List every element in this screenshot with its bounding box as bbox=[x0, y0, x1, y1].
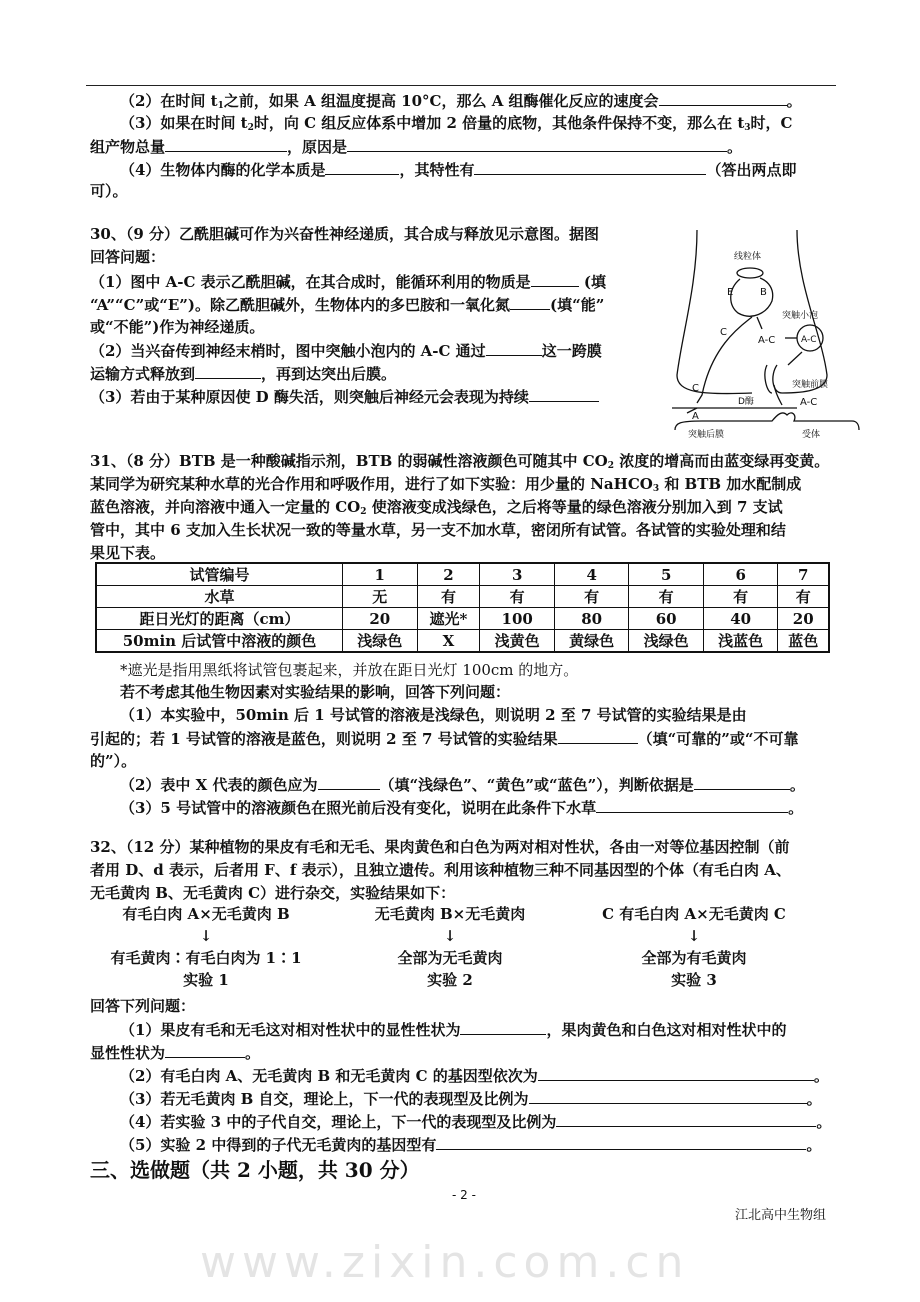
text: ，其特性有 bbox=[399, 161, 475, 179]
mitochondrion-shape bbox=[737, 268, 763, 278]
cross-experiment-3 bbox=[576, 903, 812, 991]
q30-part1-cont bbox=[90, 294, 604, 314]
table-cell: X bbox=[417, 630, 480, 653]
table-cell: 7 bbox=[778, 563, 829, 586]
q30-part2 bbox=[90, 340, 602, 360]
q32-part3 bbox=[120, 1088, 822, 1108]
q31-stem-3 bbox=[90, 497, 783, 517]
q32-stem-1: 32、（12 分）某种植物的果皮有毛和无毛、果肉黄色和白色为两对相对性状，各由一对等位基因控制（前 bbox=[90, 838, 790, 856]
subscript: 1 bbox=[217, 101, 224, 111]
q29-part3 bbox=[120, 113, 793, 133]
text: （2）在时间 t bbox=[120, 92, 218, 110]
cross-offspring: 全部为无毛黄肉 bbox=[397, 949, 503, 967]
page-number: - 2 - bbox=[452, 1188, 476, 1202]
vesicle-arrow bbox=[788, 352, 802, 365]
synapse-diagram bbox=[672, 225, 862, 440]
q30-part1-cont2: 或“不能”)作为神经递质。 bbox=[90, 318, 265, 336]
text: 。 bbox=[816, 1113, 832, 1131]
table-cell: 距日光灯的距离（cm） bbox=[96, 608, 343, 630]
q32-part2 bbox=[120, 1065, 829, 1085]
answer-blank[interactable] bbox=[529, 1088, 807, 1104]
table-cell: 4 bbox=[554, 563, 629, 586]
q31-stem-2 bbox=[90, 474, 801, 494]
answer-blank[interactable] bbox=[165, 1042, 245, 1058]
label-ac-vesicle: A-C bbox=[801, 335, 817, 345]
answer-blank[interactable] bbox=[460, 1019, 546, 1035]
q31-stem-1 bbox=[90, 451, 829, 471]
down-arrow-icon: ↓ bbox=[443, 927, 457, 945]
text: 引起的；若 1 号试管的溶液是蓝色，则说明 2 至 7 号试管的实验结果 bbox=[90, 730, 558, 748]
text: 显性性状为 bbox=[90, 1044, 166, 1062]
text: （填“可靠的”或“不可靠 bbox=[637, 730, 799, 748]
cross-label: 实验 2 bbox=[427, 971, 473, 989]
label-vesicle: 突触小泡 bbox=[782, 311, 819, 321]
answer-blank[interactable] bbox=[195, 363, 261, 379]
section-heading: 三、选做题（共 2 小题，共 30 分） bbox=[90, 1158, 420, 1182]
q29-part4 bbox=[120, 159, 796, 179]
text: ，再到达突出后膜。 bbox=[261, 365, 397, 383]
answer-blank[interactable] bbox=[165, 136, 287, 152]
subscript: 3 bbox=[744, 123, 751, 133]
text: 。 bbox=[806, 1090, 822, 1108]
label-a: A bbox=[692, 411, 699, 422]
table-footnote: *遮光是指用黑纸将试管包裹起来，并放在距日光灯 100cm 的地方。 bbox=[120, 661, 579, 679]
answer-blank[interactable] bbox=[510, 294, 550, 310]
table-cell: 100 bbox=[480, 608, 555, 630]
cross-label: 实验 1 bbox=[183, 971, 229, 989]
text: （1）图中 A-C 表示乙酰胆碱，在其合成时，能循环利用的物质是 bbox=[90, 273, 531, 291]
answer-blank[interactable] bbox=[659, 90, 787, 106]
text: （答出两点即 bbox=[706, 161, 797, 179]
table-row bbox=[96, 608, 829, 630]
table-cell: 1 bbox=[343, 563, 418, 586]
table-row bbox=[96, 563, 829, 586]
answer-blank[interactable] bbox=[558, 728, 638, 744]
q30-stem: 30、（9 分）乙酰胆碱可作为兴奋性神经递质，其合成与释放见示意图。据图 bbox=[90, 225, 600, 243]
header-rule bbox=[86, 85, 836, 86]
down-arrow-icon: ↓ bbox=[199, 927, 213, 945]
text: 这一跨膜 bbox=[541, 342, 602, 360]
table-cell: 黄绿色 bbox=[554, 630, 629, 653]
table-cell: 有 bbox=[417, 586, 480, 608]
answer-blank[interactable] bbox=[474, 159, 706, 175]
label-mitochondrion: 线粒体 bbox=[734, 252, 762, 262]
table-cell: 无 bbox=[343, 586, 418, 608]
table-cell: 浅黄色 bbox=[480, 630, 555, 653]
table-cell: 6 bbox=[703, 563, 778, 586]
down-arrow-icon: ↓ bbox=[687, 927, 701, 945]
table-cell: 浅绿色 bbox=[343, 630, 418, 653]
text: （1）果皮有毛和无毛这对相对性状中的显性性状为 bbox=[120, 1021, 461, 1039]
answer-blank[interactable] bbox=[538, 1065, 814, 1081]
table-cell: 20 bbox=[778, 608, 829, 630]
label-presynaptic-membrane: 突触前膜 bbox=[792, 380, 829, 390]
answer-blank[interactable] bbox=[531, 271, 579, 287]
q32-part5 bbox=[120, 1134, 821, 1154]
table-cell: 试管编号 bbox=[96, 563, 343, 586]
text: 运输方式释放到 bbox=[90, 365, 196, 383]
cross-experiment-2 bbox=[332, 903, 568, 991]
text: 31、（8 分）BTB 是一种酸碱指示剂，BTB 的弱碱性溶液颜色可随其中 CO bbox=[90, 452, 608, 470]
table-row bbox=[96, 630, 829, 653]
q32-part1-cont bbox=[90, 1042, 260, 1062]
q32-intro: 回答下列问题： bbox=[90, 997, 196, 1015]
cross-parents: C 有毛白肉 A×无毛黄肉 C bbox=[602, 905, 786, 923]
text: 某同学为研究某种水草的光合作用和呼吸作用，进行了如下实验：用少量的 NaHCO bbox=[90, 475, 653, 493]
q32-stem-3: 无毛黄肉 B、无毛黄肉 C）进行杂交，实验结果如下： bbox=[90, 884, 456, 902]
label-d-enzyme: D酶 bbox=[738, 397, 754, 407]
text: （3）如果在时间 t bbox=[120, 114, 248, 132]
q30-part2-cont bbox=[90, 363, 396, 383]
text: 。 bbox=[806, 1136, 822, 1154]
text: 。 bbox=[788, 799, 804, 817]
footer-text: 江北高中生物组 bbox=[735, 1208, 827, 1223]
q31-part1-cont bbox=[90, 728, 799, 748]
subscript: 2 bbox=[247, 123, 254, 133]
text: 和 BTB 加水配制成 bbox=[659, 475, 802, 493]
q29-part3-cont bbox=[90, 136, 742, 156]
cross-experiment-1 bbox=[88, 903, 324, 991]
text: 时，C bbox=[750, 114, 793, 132]
q30-part1 bbox=[90, 271, 606, 291]
table-cell: 有 bbox=[480, 586, 555, 608]
text: 组产物总量 bbox=[90, 138, 166, 156]
answer-blank[interactable] bbox=[694, 774, 790, 790]
text: （3）5 号试管中的溶液颜色在照光前后没有变化，说明在此条件下水草 bbox=[120, 799, 597, 817]
text: （2）表中 X 代表的颜色应为 bbox=[120, 776, 318, 794]
text: 。 bbox=[789, 776, 805, 794]
text: 。 bbox=[813, 1067, 829, 1085]
q30-stem-cont: 回答问题： bbox=[90, 248, 166, 266]
text: （填“浅绿色”、“黄色”或“蓝色”），判断依据是 bbox=[379, 776, 694, 794]
table-cell: 蓝色 bbox=[778, 630, 829, 653]
answer-blank[interactable] bbox=[486, 340, 542, 356]
text: （3）若无毛黄肉 B 自交，理论上，下一代的表现型及比例为 bbox=[120, 1090, 529, 1108]
subscript: 2 bbox=[607, 461, 615, 471]
postsynaptic-membrane-shape bbox=[675, 413, 859, 430]
table-row bbox=[96, 586, 829, 608]
table-cell: 有 bbox=[554, 586, 629, 608]
text: (填 bbox=[578, 273, 607, 291]
text: ，果肉黄色和白色这对相对性状中的 bbox=[546, 1021, 787, 1039]
text: “A”“C”或“E”)。除乙酰胆碱外，生物体内的多巴胺和一氧化氮 bbox=[90, 296, 511, 314]
q31-stem-5: 果见下表。 bbox=[90, 544, 166, 562]
text: ，原因是 bbox=[287, 138, 348, 156]
table-cell: 有 bbox=[629, 586, 704, 608]
table-cell: 60 bbox=[629, 608, 704, 630]
text: 蓝色溶液，并向溶液中通入一定量的 CO bbox=[90, 498, 361, 516]
text: (填“能” bbox=[550, 296, 605, 314]
label-c2: C bbox=[692, 383, 699, 394]
q31-part2 bbox=[120, 774, 805, 794]
text: 浓度的增高而由蓝变绿再变黄。 bbox=[614, 452, 830, 470]
cross-offspring: 有毛黄肉∶有毛白肉为 1∶1 bbox=[110, 949, 302, 967]
synthesis-arrow bbox=[757, 317, 762, 329]
q31-intro: 若不考虑其他生物因素对实验结果的影响，回答下列问题： bbox=[120, 683, 511, 701]
release-site bbox=[765, 365, 772, 393]
text: （2）当兴奋传到神经末梢时，图中突触小泡内的 A-C 通过 bbox=[90, 342, 486, 360]
text: （4）若实验 3 中的子代自交，理论上，下一代的表现型及比例为 bbox=[120, 1113, 557, 1131]
answer-blank[interactable] bbox=[596, 797, 788, 813]
table-cell: 20 bbox=[343, 608, 418, 630]
table-cell: 浅绿色 bbox=[629, 630, 704, 653]
q31-part1-cont2: 的”）。 bbox=[90, 752, 137, 770]
label-ac: A-C bbox=[758, 335, 776, 346]
q29-part2 bbox=[120, 90, 802, 110]
q32-part1 bbox=[120, 1019, 786, 1039]
text: （3）若由于某种原因使 D 酶失活，则突触后神经元会表现为持续 bbox=[90, 388, 529, 406]
q32-stem-2: 者用 D、d 表示，后者用 F、f 表示），且独立遗传。利用该种植物三种不同基因型的个体（有毛白肉 A、 bbox=[90, 861, 791, 879]
answer-blank[interactable] bbox=[318, 774, 380, 790]
cross-offspring: 全部为有毛黄肉 bbox=[641, 949, 747, 967]
table-cell: 水草 bbox=[96, 586, 343, 608]
text: 。 bbox=[786, 92, 802, 110]
table-cell: 80 bbox=[554, 608, 629, 630]
text: 。 bbox=[245, 1044, 261, 1062]
table-cell: 5 bbox=[629, 563, 704, 586]
table-cell: 3 bbox=[480, 563, 555, 586]
subscript: 2 bbox=[360, 507, 367, 517]
answer-blank[interactable] bbox=[529, 386, 599, 402]
table-cell: 浅蓝色 bbox=[703, 630, 778, 653]
q31-stem-4: 管中，其中 6 支加入生长状况一致的等量水草，另一支不加水草，密闭所有试管。各试管的实验处理和结 bbox=[90, 521, 786, 539]
q32-part4 bbox=[120, 1111, 831, 1131]
answer-blank[interactable] bbox=[347, 136, 727, 152]
text: 使溶液变成浅绿色，之后将等量的绿色溶液分别加入到 7 支试 bbox=[366, 498, 783, 516]
text: 时，向 C 组反应体系中增加 2 倍量的底物，其他条件保持不变，那么在 t bbox=[253, 114, 745, 132]
table-cell: 有 bbox=[703, 586, 778, 608]
text: （2）有毛白肉 A、无毛黄肉 B 和无毛黄肉 C 的基因型依次为 bbox=[120, 1067, 538, 1085]
answer-blank[interactable] bbox=[325, 159, 399, 175]
q31-part1: （1）本实验中，50min 后 1 号试管的溶液是浅绿色，则说明 2 至 7 号试管的实验结果是由 bbox=[120, 706, 747, 724]
label-ac-cleft: A-C bbox=[800, 397, 818, 408]
text: （4）生物体内酶的化学本质是 bbox=[120, 161, 326, 179]
q31-part3 bbox=[120, 797, 803, 817]
label-postsynaptic-membrane: 突触后膜 bbox=[688, 430, 725, 440]
label-receptor: 受体 bbox=[802, 430, 821, 440]
text: （5）实验 2 中得到的子代无毛黄肉的基因型有 bbox=[120, 1136, 437, 1154]
experiment-table bbox=[95, 562, 830, 653]
table-cell: 2 bbox=[417, 563, 480, 586]
label-b: B bbox=[760, 287, 767, 298]
q30-part3 bbox=[90, 386, 599, 406]
cross-parents: 有毛白肉 A×无毛黄肉 B bbox=[122, 905, 290, 923]
answer-blank[interactable] bbox=[556, 1111, 816, 1127]
label-c: C bbox=[720, 327, 727, 338]
table-cell: 50min 后试管中溶液的颜色 bbox=[96, 630, 343, 653]
table-cell: 有 bbox=[778, 586, 829, 608]
cross-label: 实验 3 bbox=[671, 971, 717, 989]
subscript: 3 bbox=[652, 484, 660, 494]
text: 。 bbox=[727, 138, 743, 156]
answer-blank[interactable] bbox=[436, 1134, 806, 1150]
table-cell: 40 bbox=[703, 608, 778, 630]
q29-part4-cont: 可）。 bbox=[90, 182, 128, 200]
release-arrow bbox=[774, 385, 782, 405]
text: 之前，如果 A 组温度提高 10°C，那么 A 组酶催化反应的速度会 bbox=[223, 92, 659, 110]
label-e: E bbox=[727, 287, 734, 298]
watermark: www.zixin.com.cn bbox=[200, 1237, 690, 1288]
cross-parents: 无毛黄肉 B×无毛黄肉 bbox=[374, 905, 526, 923]
table-cell: 遮光* bbox=[417, 608, 480, 630]
